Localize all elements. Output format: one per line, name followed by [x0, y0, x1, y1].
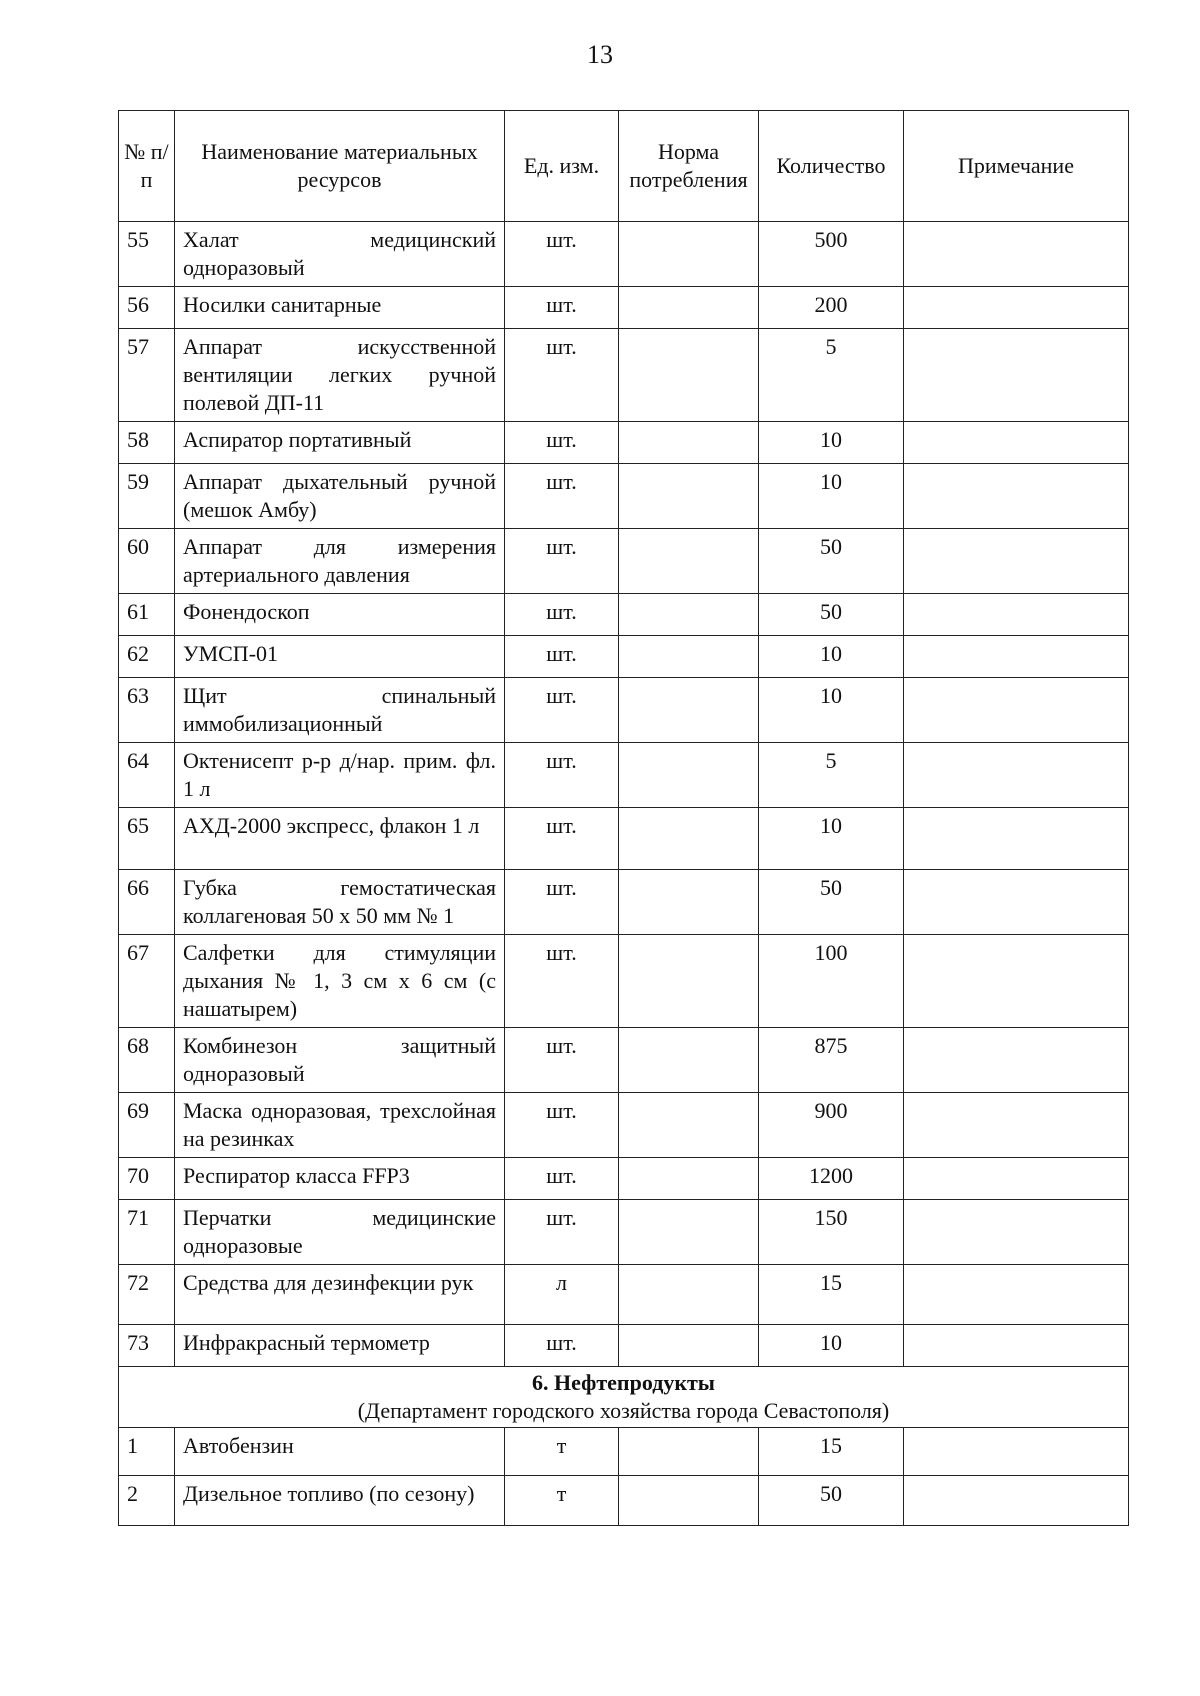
cell-unit: шт. — [505, 1093, 619, 1158]
cell-unit: шт. — [505, 1200, 619, 1265]
cell-qty: 15 — [759, 1428, 904, 1476]
table-row — [119, 1200, 1129, 1265]
header-note-label: Примечание — [958, 153, 1074, 178]
table-row — [119, 1265, 1129, 1325]
cell-norm — [619, 1428, 759, 1476]
cell-name: Халат медицинский одноразовый — [175, 222, 505, 287]
section-header-row — [119, 1367, 1129, 1428]
cell-norm — [619, 743, 759, 808]
cell-norm — [619, 287, 759, 329]
cell-norm — [619, 870, 759, 935]
table-row — [119, 636, 1129, 678]
cell-qty: 10 — [759, 678, 904, 743]
cell-name: Носилки санитарные — [175, 287, 505, 329]
cell-num: 61 — [119, 594, 175, 636]
cell-note — [904, 1428, 1129, 1476]
cell-qty: 5 — [759, 329, 904, 422]
table-row — [119, 808, 1129, 870]
cell-qty: 50 — [759, 1476, 904, 1526]
cell-name: Маска одноразовая, трехслойная на резинках — [175, 1093, 505, 1158]
cell-norm — [619, 1158, 759, 1200]
cell-qty: 1200 — [759, 1158, 904, 1200]
table-row — [119, 678, 1129, 743]
cell-name: Инфракрасный термометр — [175, 1325, 505, 1367]
cell-name: Октенисепт р-р д/нар. прим. фл. 1 л — [175, 743, 505, 808]
cell-note — [904, 743, 1129, 808]
cell-num: 70 — [119, 1158, 175, 1200]
cell-name: Аппарат искусственной вентиляции легких ручной полевой ДП-11 — [175, 329, 505, 422]
cell-unit: шт. — [505, 678, 619, 743]
cell-name: Комбинезон защитный одноразовый — [175, 1028, 505, 1093]
cell-norm — [619, 594, 759, 636]
cell-num: 68 — [119, 1028, 175, 1093]
cell-name: Щит спинальный иммобилизационный — [175, 678, 505, 743]
table-row — [119, 1476, 1129, 1526]
cell-qty: 50 — [759, 870, 904, 935]
cell-name: Респиратор класса FFP3 — [175, 1158, 505, 1200]
cell-note — [904, 1265, 1129, 1325]
cell-num: 62 — [119, 636, 175, 678]
cell-norm — [619, 329, 759, 422]
cell-note — [904, 870, 1129, 935]
table-row — [119, 594, 1129, 636]
table-row — [119, 870, 1129, 935]
cell-norm — [619, 678, 759, 743]
cell-note — [904, 678, 1129, 743]
cell-qty: 5 — [759, 743, 904, 808]
cell-name: Дизельное топливо (по сезону) — [175, 1476, 505, 1526]
table-row — [119, 743, 1129, 808]
cell-norm — [619, 422, 759, 464]
header-norm — [619, 111, 759, 222]
cell-unit: шт. — [505, 636, 619, 678]
header-unit-label: Ед. изм. — [523, 153, 600, 178]
cell-unit: шт. — [505, 594, 619, 636]
header-name-label: Наименование материальных ресурсов — [201, 139, 478, 192]
cell-note — [904, 422, 1129, 464]
cell-unit: шт. — [505, 870, 619, 935]
table-row — [119, 529, 1129, 594]
cell-note — [904, 594, 1129, 636]
cell-norm — [619, 529, 759, 594]
header-note — [904, 111, 1129, 222]
header-name — [175, 111, 505, 222]
table-row — [119, 464, 1129, 529]
cell-name: АХД-2000 экспресс, флакон 1 л — [175, 808, 505, 870]
cell-qty: 50 — [759, 594, 904, 636]
cell-name: Губка гемостатическая коллагеновая 50 х 50 мм № 1 — [175, 870, 505, 935]
cell-note — [904, 808, 1129, 870]
cell-num: 64 — [119, 743, 175, 808]
cell-note — [904, 1325, 1129, 1367]
cell-name: УМСП-01 — [175, 636, 505, 678]
cell-unit: шт. — [505, 1325, 619, 1367]
cell-num: 60 — [119, 529, 175, 594]
cell-unit: шт. — [505, 222, 619, 287]
cell-unit: шт. — [505, 1028, 619, 1093]
cell-norm — [619, 222, 759, 287]
cell-note — [904, 1158, 1129, 1200]
cell-unit: шт. — [505, 464, 619, 529]
header-num — [119, 111, 175, 222]
cell-note — [904, 529, 1129, 594]
cell-unit: шт. — [505, 287, 619, 329]
cell-qty: 150 — [759, 1200, 904, 1265]
page-number: 13 — [587, 40, 613, 69]
cell-unit: т — [505, 1428, 619, 1476]
cell-num: 67 — [119, 935, 175, 1028]
cell-note — [904, 329, 1129, 422]
cell-unit: шт. — [505, 529, 619, 594]
cell-note — [904, 287, 1129, 329]
cell-note — [904, 935, 1129, 1028]
header-norm-label: Норма потребления — [629, 139, 748, 192]
cell-name: Средства для дезинфекции рук — [175, 1265, 505, 1325]
cell-name: Аппарат для измерения артериального давления — [175, 529, 505, 594]
header-qty — [759, 111, 904, 222]
cell-norm — [619, 1093, 759, 1158]
cell-num: 69 — [119, 1093, 175, 1158]
cell-note — [904, 1028, 1129, 1093]
cell-name: Фонендоскоп — [175, 594, 505, 636]
cell-norm — [619, 1325, 759, 1367]
cell-num: 71 — [119, 1200, 175, 1265]
table-row — [119, 1028, 1129, 1093]
cell-num: 2 — [119, 1476, 175, 1526]
header-qty-label: Количество — [776, 153, 886, 178]
cell-unit: т — [505, 1476, 619, 1526]
cell-num: 57 — [119, 329, 175, 422]
cell-num: 63 — [119, 678, 175, 743]
table-row — [119, 222, 1129, 287]
table-row — [119, 287, 1129, 329]
cell-note — [904, 1476, 1129, 1526]
cell-qty: 500 — [759, 222, 904, 287]
cell-name: Автобензин — [175, 1428, 505, 1476]
table-row — [119, 1093, 1129, 1158]
cell-num: 55 — [119, 222, 175, 287]
cell-num: 65 — [119, 808, 175, 870]
cell-qty: 875 — [759, 1028, 904, 1093]
table-row — [119, 1158, 1129, 1200]
cell-note — [904, 636, 1129, 678]
cell-note — [904, 1093, 1129, 1158]
cell-qty: 10 — [759, 636, 904, 678]
section-subtitle: (Департамент городского хозяйства города Севастополя) — [357, 1398, 890, 1423]
cell-num: 72 — [119, 1265, 175, 1325]
table-row — [119, 1428, 1129, 1476]
cell-unit: шт. — [505, 422, 619, 464]
cell-num: 73 — [119, 1325, 175, 1367]
cell-name: Салфетки для стимуляции дыхания № 1, 3 см х 6 см (с нашатырем) — [175, 935, 505, 1028]
cell-num: 1 — [119, 1428, 175, 1476]
cell-note — [904, 1200, 1129, 1265]
cell-qty: 15 — [759, 1265, 904, 1325]
cell-num: 56 — [119, 287, 175, 329]
cell-unit: шт. — [505, 743, 619, 808]
cell-note — [904, 464, 1129, 529]
cell-qty: 200 — [759, 287, 904, 329]
cell-qty: 10 — [759, 464, 904, 529]
cell-norm — [619, 464, 759, 529]
cell-num: 58 — [119, 422, 175, 464]
cell-unit: шт. — [505, 329, 619, 422]
cell-num: 59 — [119, 464, 175, 529]
cell-num: 66 — [119, 870, 175, 935]
table-row — [119, 935, 1129, 1028]
table-body — [119, 222, 1129, 1526]
resources-table — [118, 110, 1129, 1526]
header-unit — [505, 111, 619, 222]
cell-norm — [619, 1028, 759, 1093]
cell-unit: л — [505, 1265, 619, 1325]
table-row — [119, 422, 1129, 464]
table-row — [119, 329, 1129, 422]
cell-name: Аспиратор портативный — [175, 422, 505, 464]
header-num-label: № п/п — [124, 139, 169, 192]
cell-qty: 50 — [759, 529, 904, 594]
table-row — [119, 1325, 1129, 1367]
cell-norm — [619, 808, 759, 870]
section-title: 6. Нефтепродукты — [531, 1370, 715, 1395]
cell-qty: 100 — [759, 935, 904, 1028]
cell-unit: шт. — [505, 808, 619, 870]
cell-norm — [619, 636, 759, 678]
section-header-cell — [119, 1367, 1129, 1428]
cell-qty: 900 — [759, 1093, 904, 1158]
cell-norm — [619, 935, 759, 1028]
cell-note — [904, 222, 1129, 287]
cell-unit: шт. — [505, 935, 619, 1028]
cell-qty: 10 — [759, 808, 904, 870]
cell-name: Аппарат дыхательный ручной (мешок Амбу) — [175, 464, 505, 529]
cell-unit: шт. — [505, 1158, 619, 1200]
cell-qty: 10 — [759, 422, 904, 464]
cell-norm — [619, 1265, 759, 1325]
header-row — [119, 111, 1129, 222]
cell-norm — [619, 1476, 759, 1526]
cell-norm — [619, 1200, 759, 1265]
cell-qty: 10 — [759, 1325, 904, 1367]
cell-name: Перчатки медицинские одноразовые — [175, 1200, 505, 1265]
